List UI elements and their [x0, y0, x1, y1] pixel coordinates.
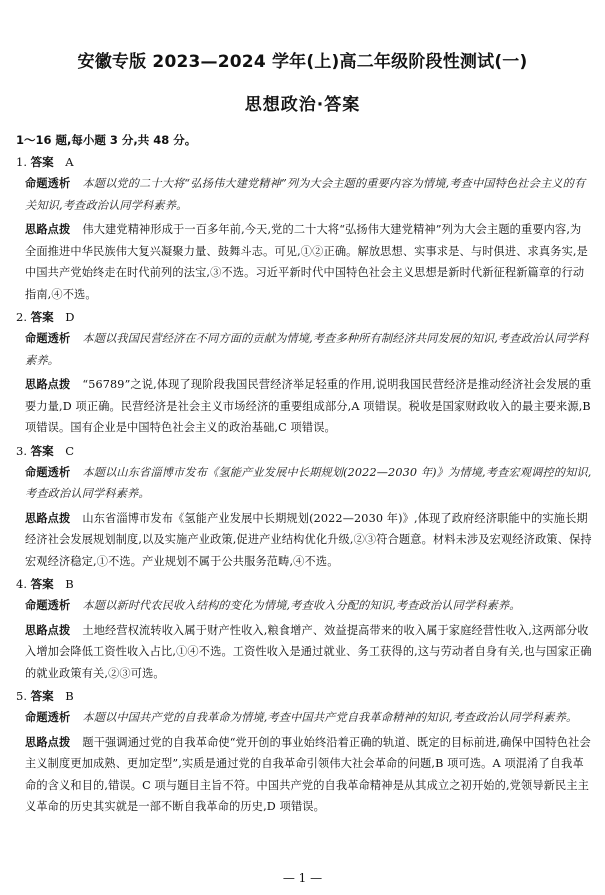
answer-value: A	[65, 155, 74, 169]
question-block-4	[16, 575, 592, 684]
analysis-text: 本题以山东省淄博市发布《氢能产业发展中长期规划(2022—2030 年)》为情境,考查宏观调控的知识,考查政治认同学科素养。	[25, 465, 592, 500]
question-block-1	[16, 153, 592, 305]
analysis-paragraph	[16, 462, 592, 505]
answer-label: 答案	[30, 310, 54, 324]
analysis-paragraph	[16, 173, 592, 216]
hint-text: 山东省淄博市发布《氢能产业发展中长期规划(2022—2030 年)》,体现了政府经济职能中的实施长期经济社会发展规划制度,以及实施产业政策,促进产业结构优化升级,②③符合题意。材料未涉及宏观经济政策、保持宏观经济稳定,①不选。产业规划不属于公共服务范畴,④不选。	[25, 511, 592, 568]
answer-label: 答案	[30, 443, 54, 458]
analysis-label: 命题透析	[25, 177, 71, 190]
analysis-paragraph	[16, 595, 592, 617]
answer-key-subtitle: 思想政治·答案	[244, 95, 361, 115]
hint-text: 土地经营权流转收入属于财产性收入,粮食增产、效益提高带来的收入属于家庭经营性收入,这两部分收入增加会降低工资性收入占比,①④不选。工资性收入是通过就业、务工获得的,这与劳动者自身有关,也与国家正确的就业政策有关,②③可选。	[25, 623, 592, 680]
page-number: — 1 —	[282, 871, 323, 885]
question-block-3	[16, 442, 592, 573]
question-block-5	[16, 687, 592, 818]
answer-line	[16, 442, 592, 462]
analysis-text: 本题以党的二十大将“弘扬伟大建党精神”列为大会主题的重要内容为情境,考查中国特色社会主义的有关知识,考查政治认同学科素养。	[25, 177, 586, 212]
answer-body	[16, 130, 592, 821]
hint-text: 伟大建党精神形成于一百多年前,今天,党的二十大将“弘扬伟大建党精神”列为大会主题的重要内容,为全面推进中华民族伟大复兴凝聚力量、鼓舞斗志。可见,①②正确。解放思想、实事求是、与时俱进、求真务实,是中国共产党始终走在时代前列的法宝,③不选。习近平新时代中国特色社会主义思想是新时代新征程新篇章的行动指南,④不选。	[25, 223, 588, 301]
hint-paragraph	[16, 620, 592, 685]
hint-label: 思路点拨	[25, 378, 71, 391]
hint-label: 思路点拨	[25, 623, 71, 637]
answer-line	[16, 687, 592, 707]
analysis-text: 本题以我国民营经济在不同方面的贡献为情境,考查多种所有制经济共同发展的知识,考查政治认同学科素养。	[25, 332, 589, 367]
hint-label: 思路点拨	[25, 223, 71, 236]
hint-text: “56789”之说,体现了现阶段我国民营经济举足轻重的作用,说明我国民营经济是推动经济社会发展的重要力量,D 项正确。民营经济是社会主义市场经济的重要组成部分,A 项错误。税收是国家财政收入的最主要来源,B 项错误。国有企业是中国特色社会主义的政治基础,C 项错误。	[25, 378, 592, 434]
answer-label: 答案	[30, 155, 54, 169]
hint-paragraph	[16, 508, 592, 573]
hint-text: 题干强调通过党的自我革命使“党开创的事业始终沿着正确的轨道、既定的目标前进,确保中国特色社会主义制度更加成熟、更加定型”,实质是通过党的自我革命引领伟大社会革命的问题,B 项可选。A 项混淆了自我革命的含义和目的,错误。C 项与题目主旨不符。中国共产党的自我革命精神是从其成立之初开始的,党领导新民主主义革命的历史其实就是一部不断自我革命的历史,D 项错误。	[25, 735, 591, 813]
answer-label: 答案	[30, 689, 54, 703]
analysis-label: 命题透析	[25, 332, 71, 345]
answer-label: 答案	[30, 577, 54, 591]
question-number: 2.	[16, 310, 27, 324]
answer-line	[16, 308, 592, 328]
question-number: 3.	[16, 443, 27, 458]
answer-line	[16, 153, 592, 173]
answer-line	[16, 575, 592, 595]
analysis-label: 命题透析	[25, 465, 71, 479]
answer-value: C	[65, 443, 75, 458]
hint-paragraph	[16, 732, 592, 818]
scoring-intro: 1～16 题,每小题 3 分,共 48 分。	[16, 133, 197, 147]
analysis-text: 本题以新时代农民收入结构的变化为情境,考查收入分配的知识,考查政治认同学科素养。	[82, 599, 521, 612]
hint-label: 思路点拨	[25, 511, 71, 525]
analysis-text: 本题以中国共产党的自我革命为情境,考查中国共产党自我革命精神的知识,考查政治认同学科素养。	[82, 711, 578, 724]
question-block-2	[16, 308, 592, 439]
answer-value: B	[65, 577, 74, 591]
hint-label: 思路点拨	[25, 735, 71, 749]
analysis-label: 命题透析	[25, 711, 71, 724]
question-number: 5.	[16, 689, 27, 703]
exam-title: 安徽专版 2023—2024 学年(上)高二年级阶段性测试(一)	[77, 52, 528, 72]
analysis-paragraph	[16, 707, 592, 729]
analysis-label: 命题透析	[25, 599, 71, 612]
question-number: 1.	[16, 155, 27, 169]
hint-paragraph	[16, 374, 592, 439]
analysis-paragraph	[16, 328, 592, 371]
answer-value: B	[65, 689, 74, 703]
question-number: 4.	[16, 577, 27, 591]
answer-value: D	[65, 310, 75, 324]
hint-paragraph	[16, 219, 592, 305]
